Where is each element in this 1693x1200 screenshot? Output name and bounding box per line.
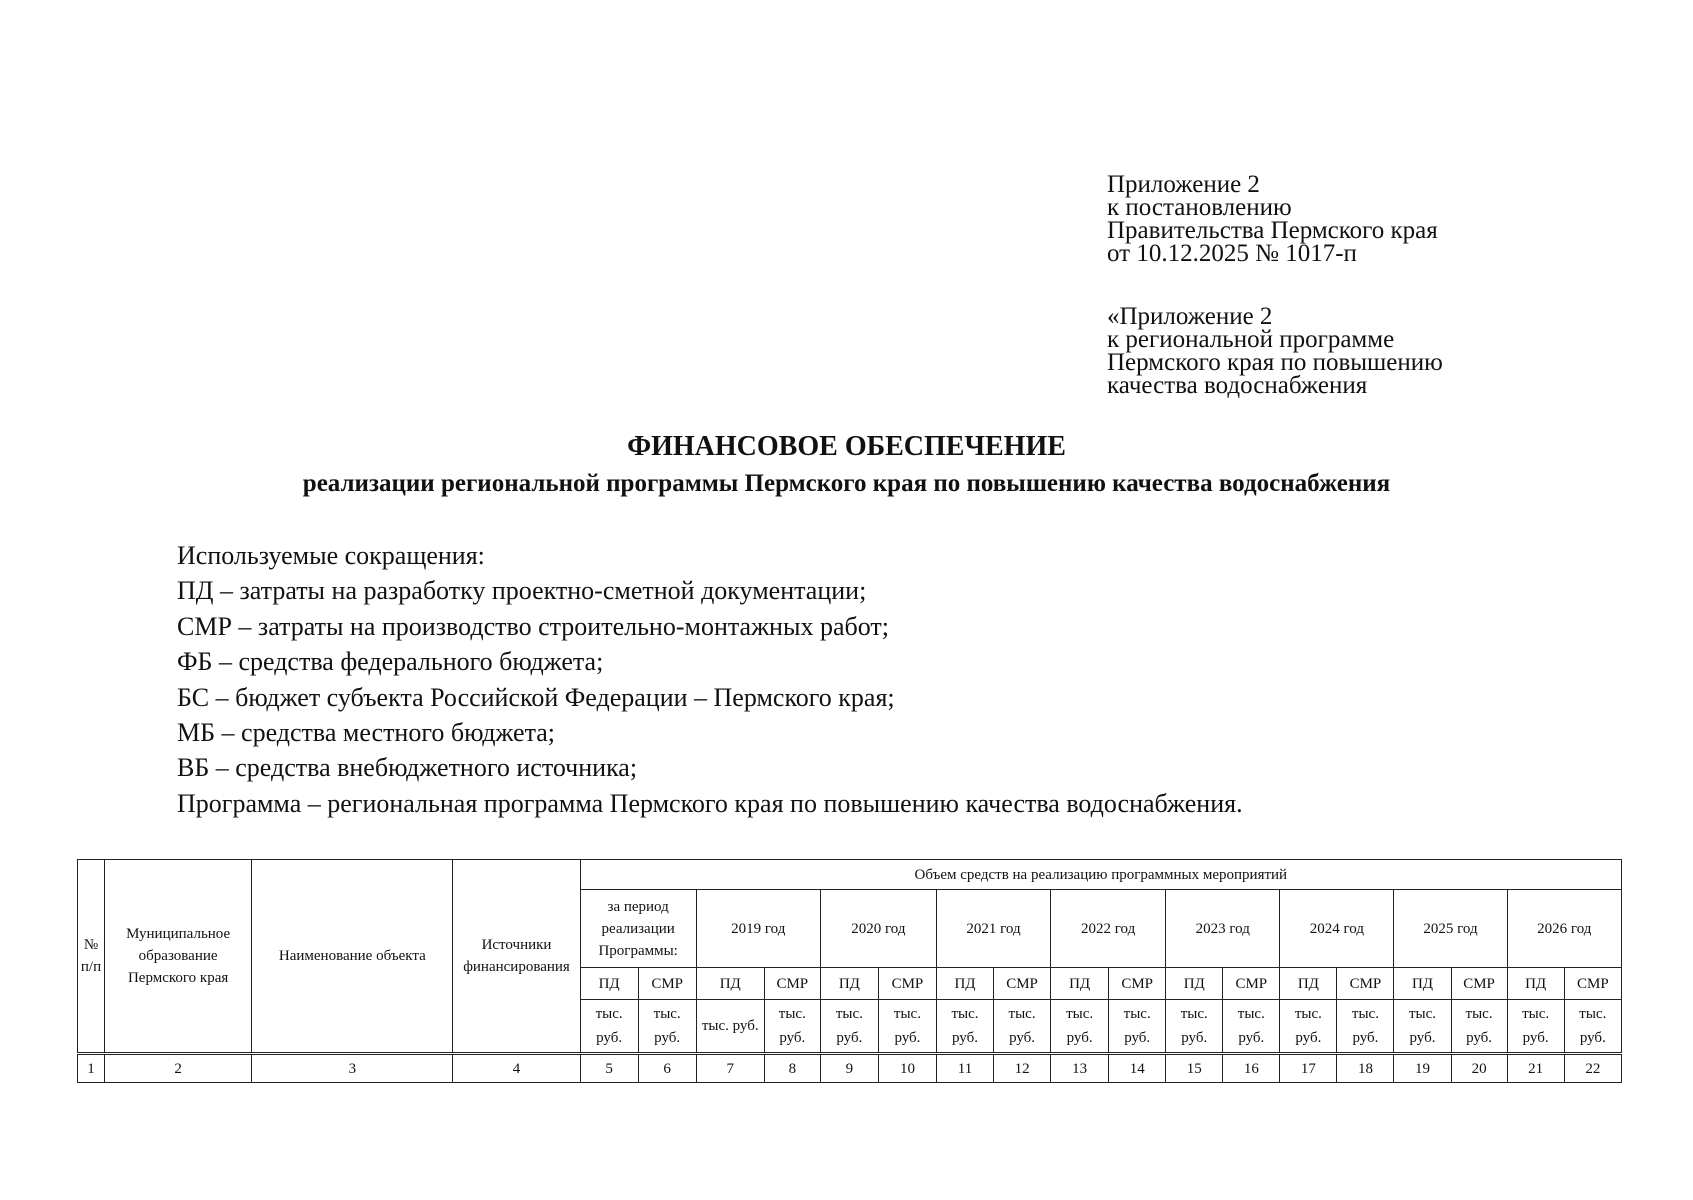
unit-cell: тыс. руб. <box>1337 1000 1394 1054</box>
unit-cell: тыс. руб. <box>1394 1000 1451 1054</box>
smr-header: СМР <box>638 968 696 1000</box>
column-number: 21 <box>1507 1054 1564 1083</box>
column-number: 13 <box>1051 1054 1109 1083</box>
column-number: 1 <box>78 1054 105 1083</box>
column-number: 20 <box>1451 1054 1507 1083</box>
appendix-line: к постановлению <box>1107 194 1292 221</box>
column-number: 15 <box>1166 1054 1223 1083</box>
pd-header: ПД <box>1394 968 1451 1000</box>
period-header-2019: 2019 год <box>696 890 820 968</box>
financing-table <box>77 859 1622 1083</box>
unit-cell: тыс. руб. <box>764 1000 820 1054</box>
pd-header: ПД <box>580 968 638 1000</box>
column-number: 14 <box>1109 1054 1166 1083</box>
smr-header: СМР <box>1451 968 1507 1000</box>
abbreviation-item: ФБ – средства федерального бюджета; <box>177 647 604 677</box>
abbreviation-item: СМР – затраты на производство строительно-монтажных работ; <box>177 611 889 641</box>
column-number: 18 <box>1337 1054 1394 1083</box>
abbreviation-item: ВБ – средства внебюджетного источника; <box>177 753 638 783</box>
appendix-line: Правительства Пермского края <box>1107 217 1438 244</box>
pd-header: ПД <box>820 968 878 1000</box>
abbreviations-heading: Используемые сокращения: <box>177 541 485 570</box>
column-number: 17 <box>1280 1054 1337 1083</box>
column-number: 7 <box>696 1054 764 1083</box>
column-number: 3 <box>252 1054 453 1083</box>
smr-header: СМР <box>764 968 820 1000</box>
program-appendix-line: качества водоснабжения <box>1107 372 1368 399</box>
column-number: 10 <box>878 1054 936 1083</box>
column-number: 2 <box>105 1054 252 1083</box>
unit-cell: тыс. руб. <box>580 1000 638 1054</box>
pd-header: ПД <box>1507 968 1564 1000</box>
smr-header: СМР <box>994 968 1051 1000</box>
unit-cell: тыс. руб. <box>1564 1000 1621 1054</box>
abbreviation-item: МБ – средства местного бюджета; <box>177 718 556 748</box>
pd-header: ПД <box>1051 968 1109 1000</box>
smr-header: СМР <box>1337 968 1394 1000</box>
document-subtitle: реализации региональной программы Пермского края по повышению качества водоснабжения <box>302 470 1391 497</box>
unit-cell: тыс. руб. <box>696 1000 764 1054</box>
program-appendix-line: «Приложение 2 <box>1107 303 1273 330</box>
column-number: 16 <box>1223 1054 1280 1083</box>
column-number: 22 <box>1564 1054 1621 1083</box>
unit-cell: тыс. руб. <box>1280 1000 1337 1054</box>
unit-cell: тыс. руб. <box>936 1000 993 1054</box>
smr-header: СМР <box>878 968 936 1000</box>
column-number: 9 <box>820 1054 878 1083</box>
period-header-2024: 2024 год <box>1280 890 1394 968</box>
document-title: ФИНАНСОВОЕ ОБЕСПЕЧЕНИЕ <box>627 431 1066 462</box>
appendix-line: Приложение 2 <box>1107 171 1260 198</box>
unit-cell: тыс. руб. <box>1051 1000 1109 1054</box>
column-number: 5 <box>580 1054 638 1083</box>
unit-cell: тыс. руб. <box>1166 1000 1223 1054</box>
period-header-2022: 2022 год <box>1051 890 1166 968</box>
unit-cell: тыс. руб. <box>638 1000 696 1054</box>
unit-cell: тыс. руб. <box>1109 1000 1166 1054</box>
unit-cell: тыс. руб. <box>1507 1000 1564 1054</box>
pd-header: ПД <box>1166 968 1223 1000</box>
col-header-sources: Источники финансирования <box>453 860 580 1054</box>
program-appendix-block <box>1107 305 1443 397</box>
unit-cell: тыс. руб. <box>1451 1000 1507 1054</box>
appendix-line: от 10.12.2025 № 1017-п <box>1107 240 1357 267</box>
unit-cell: тыс. руб. <box>1223 1000 1280 1054</box>
column-number: 8 <box>764 1054 820 1083</box>
program-appendix-line: Пермского края по повышению <box>1107 349 1443 376</box>
abbreviations-block <box>177 538 1243 821</box>
period-header-total: за период реализации Программы: <box>580 890 696 968</box>
pd-header: ПД <box>696 968 764 1000</box>
abbreviation-item: БС – бюджет субъекта Российской Федерации – Пермского края; <box>177 682 895 712</box>
col-header-num: № п/п <box>78 860 105 1054</box>
col-header-municipality: Муниципальное образование Пермского края <box>105 860 252 1054</box>
smr-header: СМР <box>1109 968 1166 1000</box>
unit-cell: тыс. руб. <box>994 1000 1051 1054</box>
pd-header: ПД <box>1280 968 1337 1000</box>
period-header-2020: 2020 год <box>820 890 936 968</box>
unit-cell: тыс. руб. <box>820 1000 878 1054</box>
smr-header: СМР <box>1223 968 1280 1000</box>
period-header-2025: 2025 год <box>1394 890 1507 968</box>
column-number: 19 <box>1394 1054 1451 1083</box>
col-header-object: Наименование объекта <box>252 860 453 1054</box>
appendix-block <box>1107 173 1438 265</box>
column-number: 4 <box>453 1054 580 1083</box>
period-header-2023: 2023 год <box>1166 890 1280 968</box>
period-header-2021: 2021 год <box>936 890 1050 968</box>
column-number: 6 <box>638 1054 696 1083</box>
abbreviation-item: Программа – региональная программа Пермского края по повышению качества водоснабжения. <box>177 788 1243 818</box>
pd-header: ПД <box>936 968 993 1000</box>
abbreviation-item: ПД – затраты на разработку проектно-сметной документации; <box>177 576 867 606</box>
program-appendix-line: к региональной программе <box>1107 326 1395 353</box>
unit-cell: тыс. руб. <box>878 1000 936 1054</box>
column-number: 11 <box>936 1054 993 1083</box>
volume-header: Объем средств на реализацию программных мероприятий <box>580 860 1621 890</box>
column-number: 12 <box>994 1054 1051 1083</box>
period-header-2026: 2026 год <box>1507 890 1621 968</box>
smr-header: СМР <box>1564 968 1621 1000</box>
